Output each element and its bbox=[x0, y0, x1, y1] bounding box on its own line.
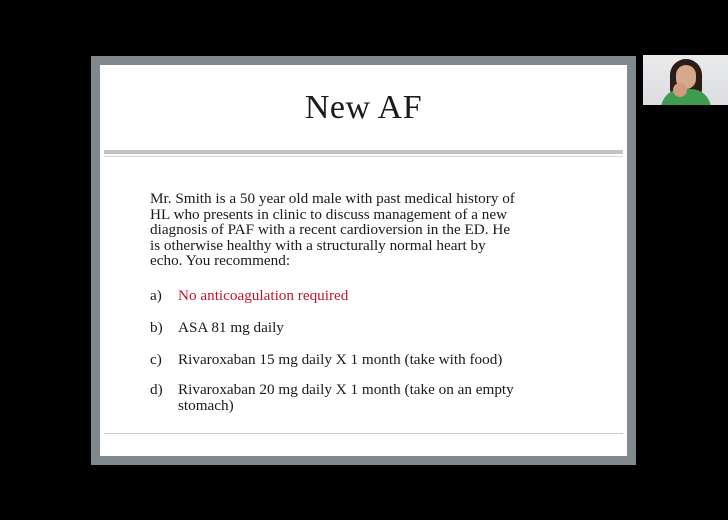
title-divider bbox=[104, 150, 623, 154]
bottom-divider bbox=[104, 433, 623, 434]
case-description bbox=[150, 191, 580, 269]
option-text-line: Rivaroxaban 20 mg daily X 1 month (take on an empty bbox=[178, 381, 514, 398]
option-letter: d) bbox=[150, 381, 163, 398]
option-text: No anticoagulation required bbox=[178, 287, 349, 304]
option-a bbox=[150, 288, 580, 304]
option-b bbox=[150, 320, 580, 336]
option-letter: a) bbox=[150, 287, 162, 304]
slide-title: New AF bbox=[304, 89, 423, 126]
case-line: echo. You recommend: bbox=[150, 252, 291, 269]
option-text: ASA 81 mg daily bbox=[178, 319, 284, 336]
presenter-video-icon bbox=[643, 55, 728, 105]
case-line: is otherwise healthy with a structurally normal heart by bbox=[150, 236, 486, 254]
case-line: Mr. Smith is a 50 year old male with past medical history of bbox=[150, 190, 515, 207]
option-c bbox=[150, 352, 580, 368]
option-letter: c) bbox=[150, 351, 162, 368]
case-line: HL who presents in clinic to discuss management of a new bbox=[150, 205, 508, 223]
presentation-slide bbox=[100, 65, 627, 456]
option-text: Rivaroxaban 15 mg daily X 1 month (take with food) bbox=[178, 351, 503, 368]
option-d bbox=[150, 382, 580, 414]
option-text-line: stomach) bbox=[178, 397, 234, 414]
title-divider-thin bbox=[104, 156, 623, 157]
option-text bbox=[178, 382, 580, 414]
case-line: diagnosis of PAF with a recent cardioversion in the ED. He bbox=[150, 221, 511, 238]
option-letter: b) bbox=[150, 319, 163, 336]
slide-frame bbox=[91, 56, 636, 465]
